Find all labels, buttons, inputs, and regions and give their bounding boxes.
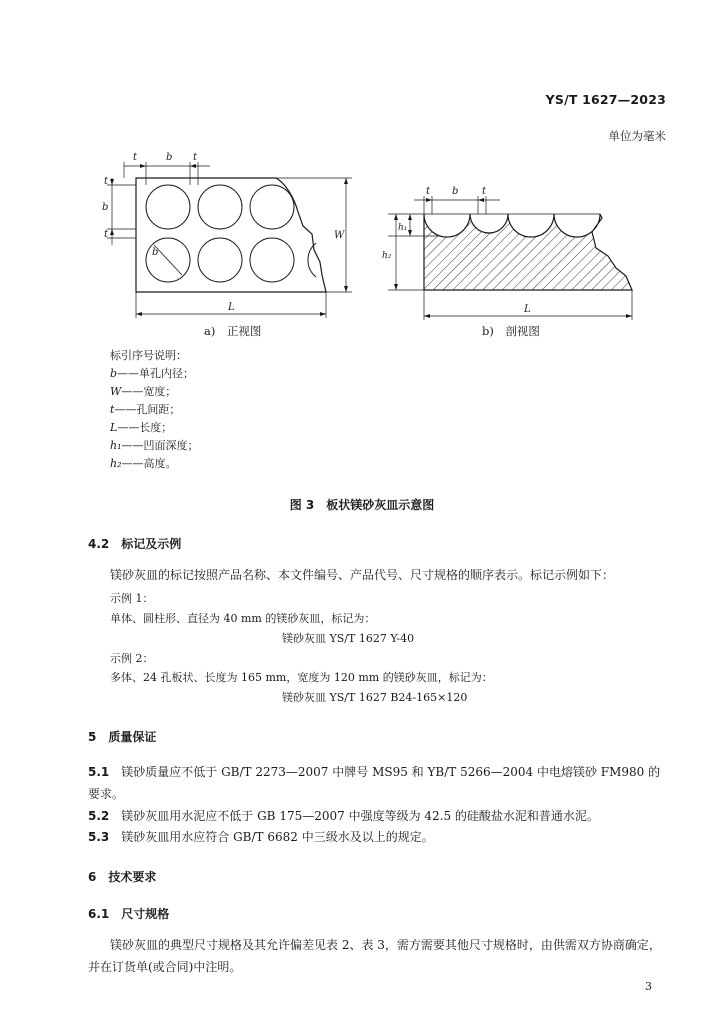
- sec-dim-b: b: [452, 186, 459, 197]
- example-1-text: 单体、圆柱形、直径为 40 mm 的镁砂灰皿，标记为：: [110, 612, 376, 625]
- caption-section-view: b) 剖视图: [482, 324, 540, 338]
- dim-b-top: b: [166, 152, 173, 163]
- sec-dim-t-2: t: [482, 186, 487, 197]
- dim-t-left-2: t: [104, 229, 109, 240]
- section-4-2-intro: 镁砂灰皿的标记按照产品名称、本文件编号、产品代号、尺寸规格的顺序表示。标记示例如下：: [110, 568, 615, 582]
- example-1-mark: 镁砂灰皿 YS/T 1627 Y-40: [282, 632, 415, 645]
- dim-L-front: L: [228, 302, 235, 313]
- legend-item: W——宽度；: [110, 385, 177, 398]
- caption-front-view: a) 正视图: [204, 324, 262, 338]
- figure-title: 图 3 板状镁砂灰皿示意图: [289, 498, 435, 512]
- dim-W: W: [334, 230, 345, 241]
- sec-dim-h1: h₁: [398, 223, 408, 233]
- legend-item: t——孔间距；: [110, 403, 181, 416]
- hole: [146, 185, 190, 229]
- dim-t-top-1: t: [133, 152, 138, 163]
- example-2-label: 示例 2：: [110, 652, 154, 665]
- section-body: [424, 214, 632, 290]
- figure-3: [0, 0, 724, 345]
- legend-item: h₁——凹面深度；: [110, 439, 199, 452]
- section-view: [424, 214, 632, 290]
- clause-5-2: 5.2 镁砂灰皿用水泥应不低于 GB 175—2007 中强度等级为 42.5 的硅酸盐水泥和普通水泥。: [88, 809, 599, 823]
- standard-code: YS/T 1627—2023: [545, 92, 666, 107]
- sec-dim-L: L: [524, 304, 531, 315]
- example-2-mark: 镁砂灰皿 YS/T 1627 B24-165×120: [282, 691, 468, 704]
- dim-b-left: b: [102, 202, 109, 213]
- dim-t-top-2: t: [193, 152, 198, 163]
- clause-6-1-text: 镁砂灰皿的典型尺寸规格及其允许偏差见表 2、表 3，需方需要其他尺寸规格时，由供需双方协商确定，并在订货单(或合同)中注明。: [88, 938, 661, 974]
- legend-item: h₂——高度。: [110, 457, 177, 470]
- hole: [250, 185, 294, 229]
- sec-dim-h2: h₂: [382, 251, 392, 261]
- units-note: 单位为毫米: [608, 129, 666, 143]
- front-view: [107, 162, 352, 318]
- example-1-label: 示例 1：: [110, 592, 154, 605]
- hole: [198, 185, 242, 229]
- hole-partial: [308, 243, 316, 277]
- legend-title: 标引序号说明：: [110, 349, 187, 362]
- clause-5-3: 5.3 镁砂灰皿用水应符合 GB/T 6682 中三级水及以上的规定。: [88, 830, 434, 844]
- clause-5-1: 5.1 镁砂质量应不低于 GB/T 2273—2007 中牌号 MS95 和 YB/T 5266—2004 中电熔镁砂 FM980 的要求。: [88, 765, 661, 801]
- hole: [250, 238, 294, 282]
- front-plate-outline: [136, 178, 326, 292]
- dim-d: b: [152, 247, 159, 258]
- section-6-1-heading: 6.1 尺寸规格: [88, 907, 170, 921]
- dim-t-left-1: t: [104, 176, 109, 187]
- example-2-text: 多体、24 孔板状、长度为 165 mm，宽度为 120 mm 的镁砂灰皿，标记为：: [110, 671, 493, 684]
- legend-item: L——长度；: [110, 421, 173, 434]
- page-number: 3: [645, 980, 652, 993]
- section-6-heading: 6 技术要求: [88, 870, 157, 884]
- section-4-2-heading: 4.2 标记及示例: [88, 537, 182, 551]
- sec-dim-t-1: t: [426, 186, 431, 197]
- section-5-heading: 5 质量保证: [88, 730, 157, 744]
- hole: [198, 238, 242, 282]
- legend-item: b——单孔内径；: [110, 367, 195, 380]
